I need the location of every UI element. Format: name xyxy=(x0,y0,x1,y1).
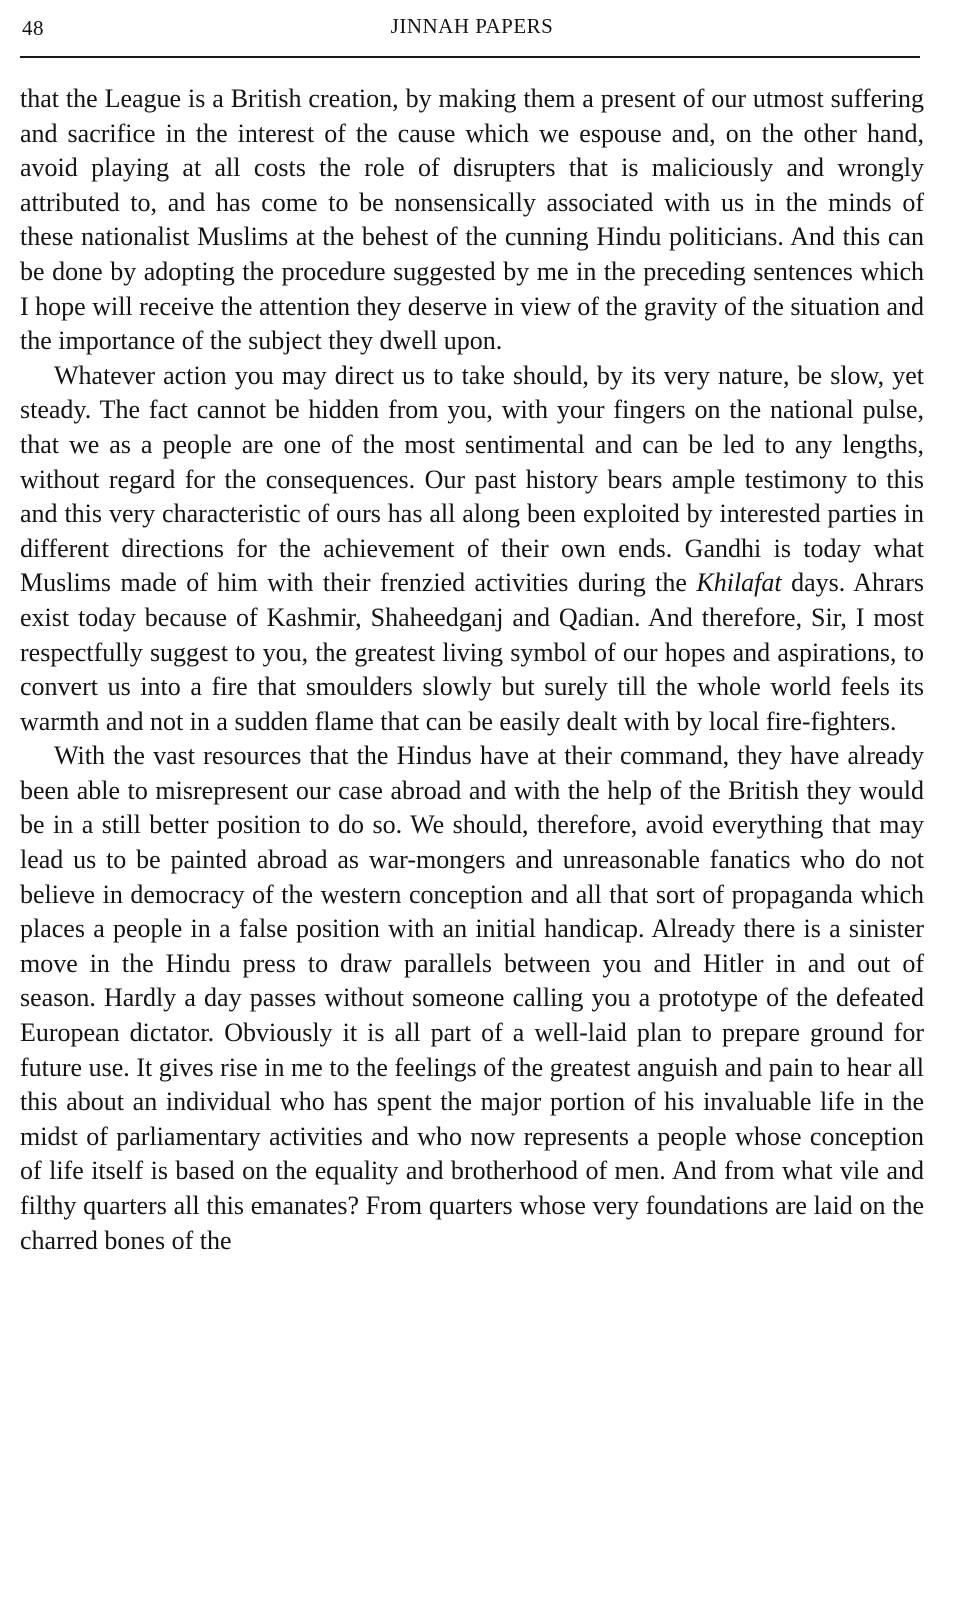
running-title: JINNAH PAPERS xyxy=(390,14,554,38)
khilafat-italic-term: Khilafat xyxy=(696,568,782,598)
paragraph-3: With the vast resources that the Hindus have at their command, they have already been able to misrepresent our case abroad and with the help of the British they would be in a still better position to do so. We should, therefore, avoid everything that may lead us to be painted abroad as war-mongers and unreasonable fanatics who do not believe in democracy of the western conception and all that sort of propaganda which places a people in a false position with an initial handicap. Already there is a sinister move in the Hindu press to draw parallels between you and Hitler in and out of season. Hardly a day passes without someone calling you a prototype of the defeated European dictator. Obviously it is all part of a well-laid plan to prepare ground for future use. It gives rise in me to the feelings of the greatest anguish and pain to hear all this about an individual who has spent the major portion of his invaluable life in the midst of parliamentary activities and who now represents a people whose conception of life itself is based on the equality and brotherhood of men. And from what vile and filthy quarters all this emanates? From quarters whose very foundations are laid on the charred bones of the xyxy=(20,741,924,1255)
running-head xyxy=(22,14,922,48)
paragraph-1: that the League is a British creation, by making them a present of our utmost suffering and sacrifice in the interest of the cause which we espouse and, on the other hand, avoid playing at all costs the role of disrupters that is maliciously and wrongly attributed to, and has come to be nonsensically associated with us in the minds of these nationalist Muslims at the behest of the cunning Hindu politicians. And this can be done by adopting the procedure suggested by me in the preceding sentences which I hope will receive the attention they deserve in view of the gravity of the situation and the importance of the subject they dwell upon. xyxy=(20,84,924,356)
paragraph-2-text-start: Whatever action you may direct us to take should, by its very nature, be slow, yet steady. The fact cannot be hidden from you, with your fingers on the national pulse, that we as a people are one of the most sentimental and can be led to any lengths, without regard for the consequences. Our past history bears ample testimony to this and this very characteristic of ours has all along been exploited by interested parties in different directions for the achievement of their own ends. Gandhi is today what Muslims made of him with their frenzied activities during the xyxy=(20,360,924,598)
paragraph-2-text-end: days. Ahrars exist today because of Kashmir, Shaheedganj and Qadian. And therefore, Sir, I most respectfully suggest to you, the greatest living symbol of our hopes and aspirations, to convert us into a fire that smoulders slowly but surely till the whole world feels its warmth and not in a sudden flame that can be easily dealt with by local fire-fighters. xyxy=(20,568,924,736)
page-number: 48 xyxy=(22,16,44,40)
header-rule xyxy=(20,56,920,58)
paragraph-2 xyxy=(20,359,924,740)
body-text xyxy=(20,82,924,1258)
